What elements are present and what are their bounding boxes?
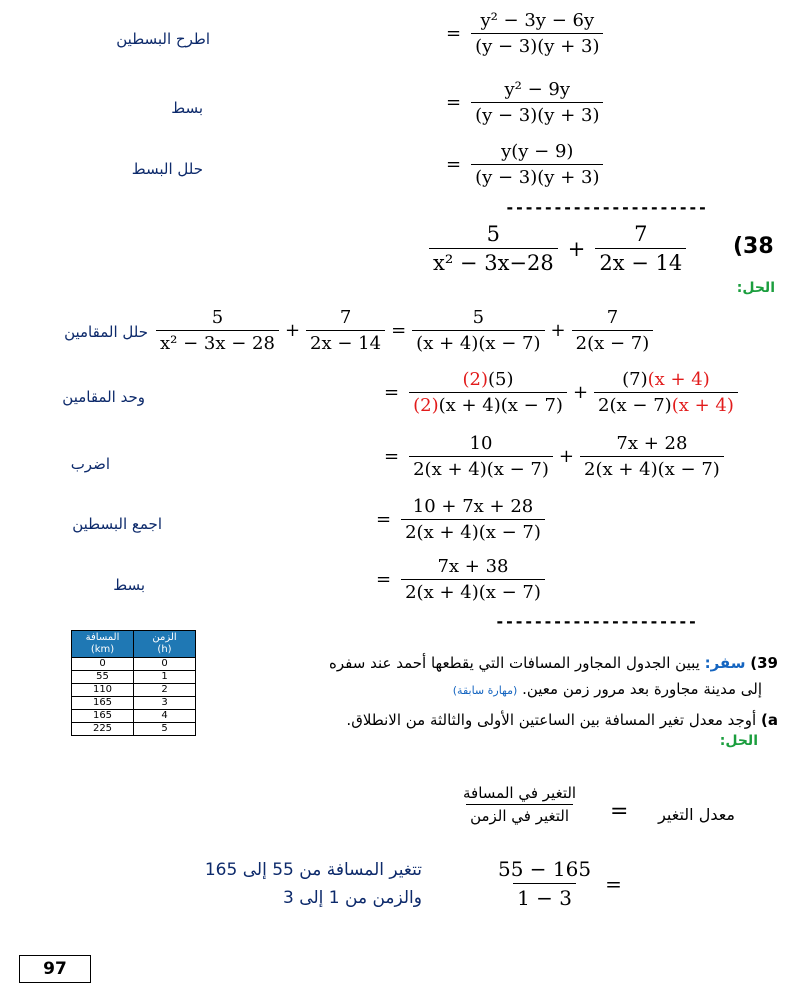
numerator: 7 — [634, 222, 648, 246]
distance-cell: 55 — [72, 671, 134, 684]
math-step: = $\frac{10}{2(x + 4)(x - 7)}$ + $\frac{7x + 28}{2(x + 4)(x - 7)}$ — [378, 433, 728, 480]
separator: --------------------- — [505, 198, 708, 217]
numerator: 10 + 7x + 28 — [412, 496, 534, 517]
table-row — [72, 710, 196, 723]
time-cell: 3 — [134, 697, 196, 710]
math-step: = $\frac{\text{y² − 3y − 6y}}{(y - 3)(y + 3)}$ — [440, 10, 607, 57]
numerator: 5 — [211, 307, 224, 328]
solution-label: الحل: — [719, 733, 758, 749]
time-cell: 2 — [134, 684, 196, 697]
denominator: 2x − 14 — [595, 248, 686, 275]
math-step: = $\frac{y(y - 9)}{(y - 3)(y + 3)}$ — [440, 141, 607, 188]
math-step: = $\frac{(2)(5)}{(2)(x + 4)(x - 7)}$ + $\frac{(7)(x + 4)}{2(x - 7)(x + 4)}$ — [378, 369, 742, 416]
distance-cell: 110 — [72, 684, 134, 697]
note-time: والزمن من 1 إلى 3 — [283, 888, 422, 908]
denominator: (x + 4)(x − 7) — [412, 330, 544, 354]
math-step: $\frac{5}{\text{x² − 3x − 28}}$ + $\frac{7}{2x - 14}$ = $\frac{5}{(x + 4)(x - 7)}$ + $\frac{7}{2(x - 7)}$ — [152, 307, 657, 354]
numerator: 5 — [472, 307, 485, 328]
problem-39-number: 39) — [750, 654, 778, 672]
math-step: = $\frac{10 + 7x + 28}{2(x + 4)(x - 7)}$ — [370, 496, 549, 543]
time-header: الزمن (h) — [134, 631, 196, 658]
distance-header: المسافة (km) — [72, 631, 134, 658]
numerator: y² − 3y − 6y — [480, 10, 595, 31]
rate-label: معدل التغير — [658, 805, 735, 824]
denominator: 2(x − 7) — [572, 330, 654, 354]
problem-39-line2 — [453, 680, 762, 698]
numerator: 55 − 165 — [498, 857, 592, 881]
distance-cell: 225 — [72, 723, 134, 736]
problem-39-text: إلى مدينة مجاورة بعد مرور زمن معين. — [522, 680, 762, 698]
denominator: 2(x + 4)(x − 7) — [580, 456, 724, 480]
part-a-label: a) — [761, 711, 778, 729]
numerator: 7x + 28 — [616, 433, 688, 454]
numerator: 7x + 38 — [437, 556, 509, 577]
time-cell: 0 — [134, 658, 196, 671]
numerator: 5 — [486, 222, 501, 246]
step-label: حلل المقامين — [64, 323, 148, 341]
step-label: بسط — [113, 576, 145, 594]
math-step: = $\frac{7x + 38}{2(x + 4)(x - 7)}$ — [370, 556, 549, 603]
denominator: 2(x + 4)(x − 7) — [401, 579, 545, 603]
solution-label: الحل: — [736, 280, 775, 296]
distance-cell: 165 — [72, 710, 134, 723]
numerator: التغير في المسافة — [463, 784, 577, 802]
problem-39-line1 — [329, 654, 778, 672]
step-label: حلل البسط — [131, 160, 203, 178]
table-row — [72, 723, 196, 736]
numerator: y(y − 9) — [501, 141, 574, 162]
table-row — [72, 658, 196, 671]
separator: --------------------- — [495, 612, 698, 631]
multiplier: (x + 4) — [647, 369, 710, 390]
distance-time-table — [71, 630, 196, 736]
problem-38-number: (38 — [733, 234, 774, 259]
rate-fraction — [455, 784, 584, 825]
problem-39-text: يبين الجدول المجاور المسافات التي يقطعها أحمد عند سفره — [329, 654, 700, 672]
numerator: (5) — [488, 369, 514, 390]
step-label: اطرح البسطين — [116, 30, 210, 48]
time-cell: 4 — [134, 710, 196, 723]
part-a-text: أوجد معدل تغير المسافة بين الساعتين الأولى والثالثة من الانطلاق. — [346, 711, 757, 729]
multiplier: (x + 4) — [671, 395, 734, 416]
step-label: وحد المقامين — [62, 388, 145, 406]
part-a — [346, 711, 778, 729]
step-label: بسط — [171, 99, 203, 117]
denominator: 2x − 14 — [306, 330, 385, 354]
rate-calculation: $\frac{55 - 165}{1 - 3}$ = — [490, 857, 628, 910]
denominator: (y − 3)(y + 3) — [471, 102, 603, 126]
note-distance: تتغير المسافة من 55 إلى 165 — [204, 860, 422, 880]
denominator: 2(x + 4)(x − 7) — [409, 456, 553, 480]
math-step: = $\frac{\text{y² − 9y}}{(y - 3)(y + 3)}$ — [440, 79, 607, 126]
table-row — [72, 697, 196, 710]
problem-39-keyword: سفر: — [704, 654, 746, 672]
denominator: 1 − 3 — [513, 883, 576, 910]
page-number: 97 — [19, 955, 91, 983]
denominator: (y − 3)(y + 3) — [471, 33, 603, 57]
multiplier: (2) — [462, 369, 489, 390]
problem-38-expression: $\frac{5}{\text{x² − 3x−28}}$ + $\frac{7}{2x - 14}$ — [425, 222, 690, 275]
multiplier: (2) — [413, 395, 439, 416]
table-row — [72, 671, 196, 684]
time-cell: 1 — [134, 671, 196, 684]
step-label: اضرب — [70, 455, 110, 473]
table-row — [72, 684, 196, 697]
step-label: اجمع البسطين — [72, 515, 162, 533]
denominator: x² − 3x − 28 — [156, 330, 279, 354]
denominator: x² − 3x−28 — [429, 248, 558, 275]
skill-tag: (مهارة سابقة) — [452, 684, 518, 697]
numerator: (7) — [622, 369, 648, 390]
numerator: 10 — [469, 433, 493, 454]
numerator: 7 — [339, 307, 352, 328]
denominator: 2(x + 4)(x − 7) — [401, 519, 545, 543]
denominator: (y − 3)(y + 3) — [471, 164, 603, 188]
denominator: التغير في الزمن — [466, 804, 573, 825]
equals-sign: = — [610, 799, 629, 824]
distance-cell: 0 — [72, 658, 134, 671]
denominator: 2(x − 7) — [598, 395, 672, 416]
distance-cell: 165 — [72, 697, 134, 710]
denominator: (x + 4)(x − 7) — [438, 395, 563, 416]
time-cell: 5 — [134, 723, 196, 736]
numerator: 7 — [606, 307, 619, 328]
numerator: y² − 9y — [504, 79, 571, 100]
